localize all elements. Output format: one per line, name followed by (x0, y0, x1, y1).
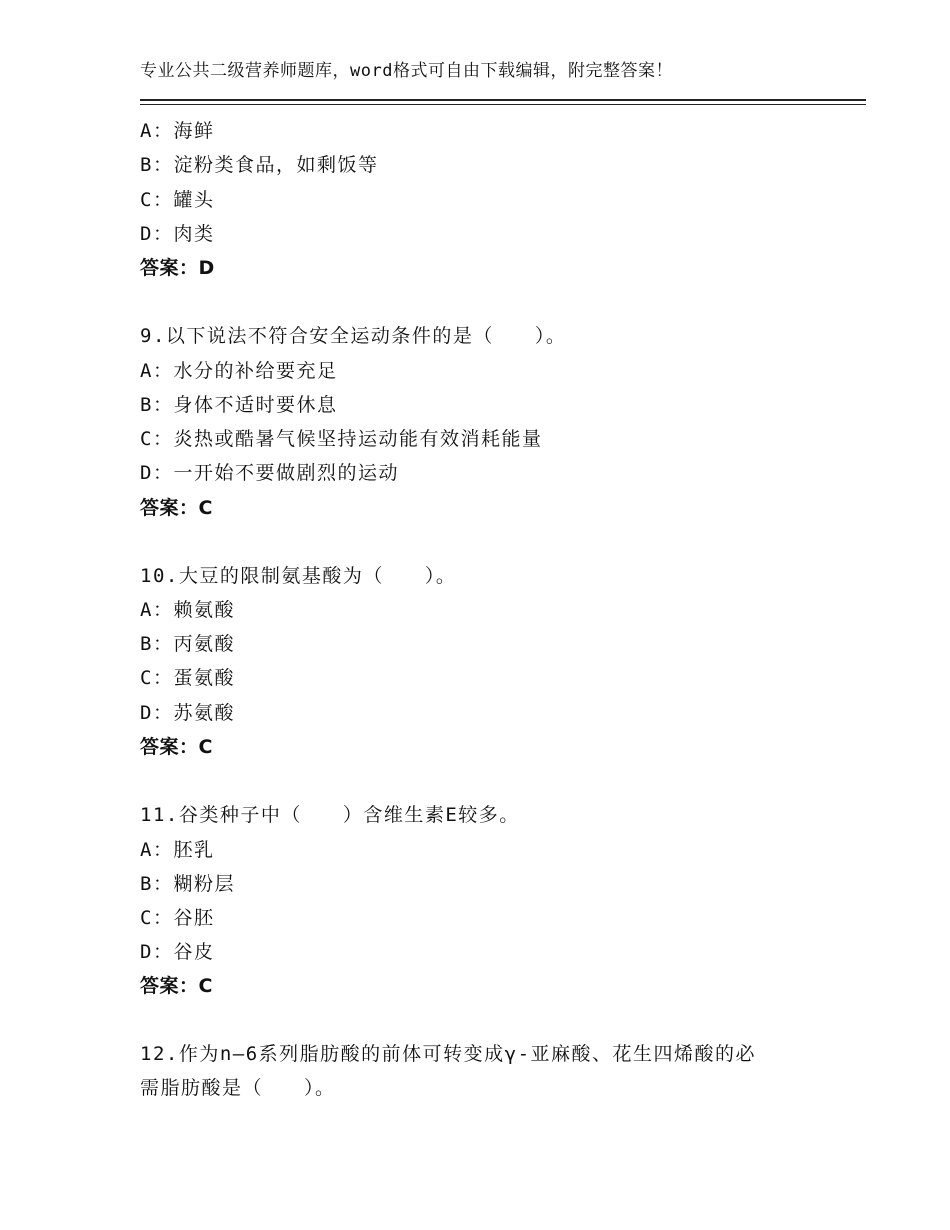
header-rule-thick (140, 99, 866, 101)
q8-answer: 答案：D (140, 257, 215, 279)
q9-option-b: B：身体不适时要休息 (140, 394, 338, 416)
q12-stem-line2: 需脂肪酸是（ ）。 (140, 1077, 336, 1099)
q11-answer: 答案：C (140, 975, 213, 997)
q10-answer: 答案：C (140, 736, 213, 758)
header-rule-thin (140, 104, 866, 105)
q9-option-c: C：炎热或酷暑气候坚持运动能有效消耗能量 (140, 428, 543, 450)
q8-option-c: C：罐头 (140, 189, 215, 211)
q11-option-d: D：谷皮 (140, 941, 215, 963)
q11-option-b: B：糊粉层 (140, 873, 235, 895)
q8-option-d: D：肉类 (140, 223, 215, 245)
q9-option-a: A：水分的补给要充足 (140, 360, 338, 382)
document-header: 专业公共二级营养师题库，word格式可自由下载编辑，附完整答案！ (140, 61, 673, 81)
q8-option-a: A：海鲜 (140, 120, 215, 142)
q9-option-d: D：一开始不要做剧烈的运动 (140, 462, 399, 484)
q10-stem: 10.大豆的限制氨基酸为（ ）。 (140, 565, 457, 587)
q11-option-a: A：胚乳 (140, 839, 215, 861)
q9-answer: 答案：C (140, 497, 213, 519)
q11-stem: 11.谷类种子中（ ）含维生素E较多。 (140, 804, 520, 826)
q10-option-a: A：赖氨酸 (140, 599, 235, 621)
q8-option-b: B：淀粉类食品，如剩饭等 (140, 154, 379, 176)
q12-stem-line1: 12.作为n—6系列脂肪酸的前体可转变成γ-亚麻酸、花生四烯酸的必 (140, 1043, 757, 1065)
q9-stem: 9.以下说法不符合安全运动条件的是（ ）。 (140, 325, 567, 347)
q10-option-c: C：蛋氨酸 (140, 667, 235, 689)
q10-option-d: D：苏氨酸 (140, 702, 235, 724)
q11-option-c: C：谷胚 (140, 907, 215, 929)
q10-option-b: B：丙氨酸 (140, 633, 235, 655)
